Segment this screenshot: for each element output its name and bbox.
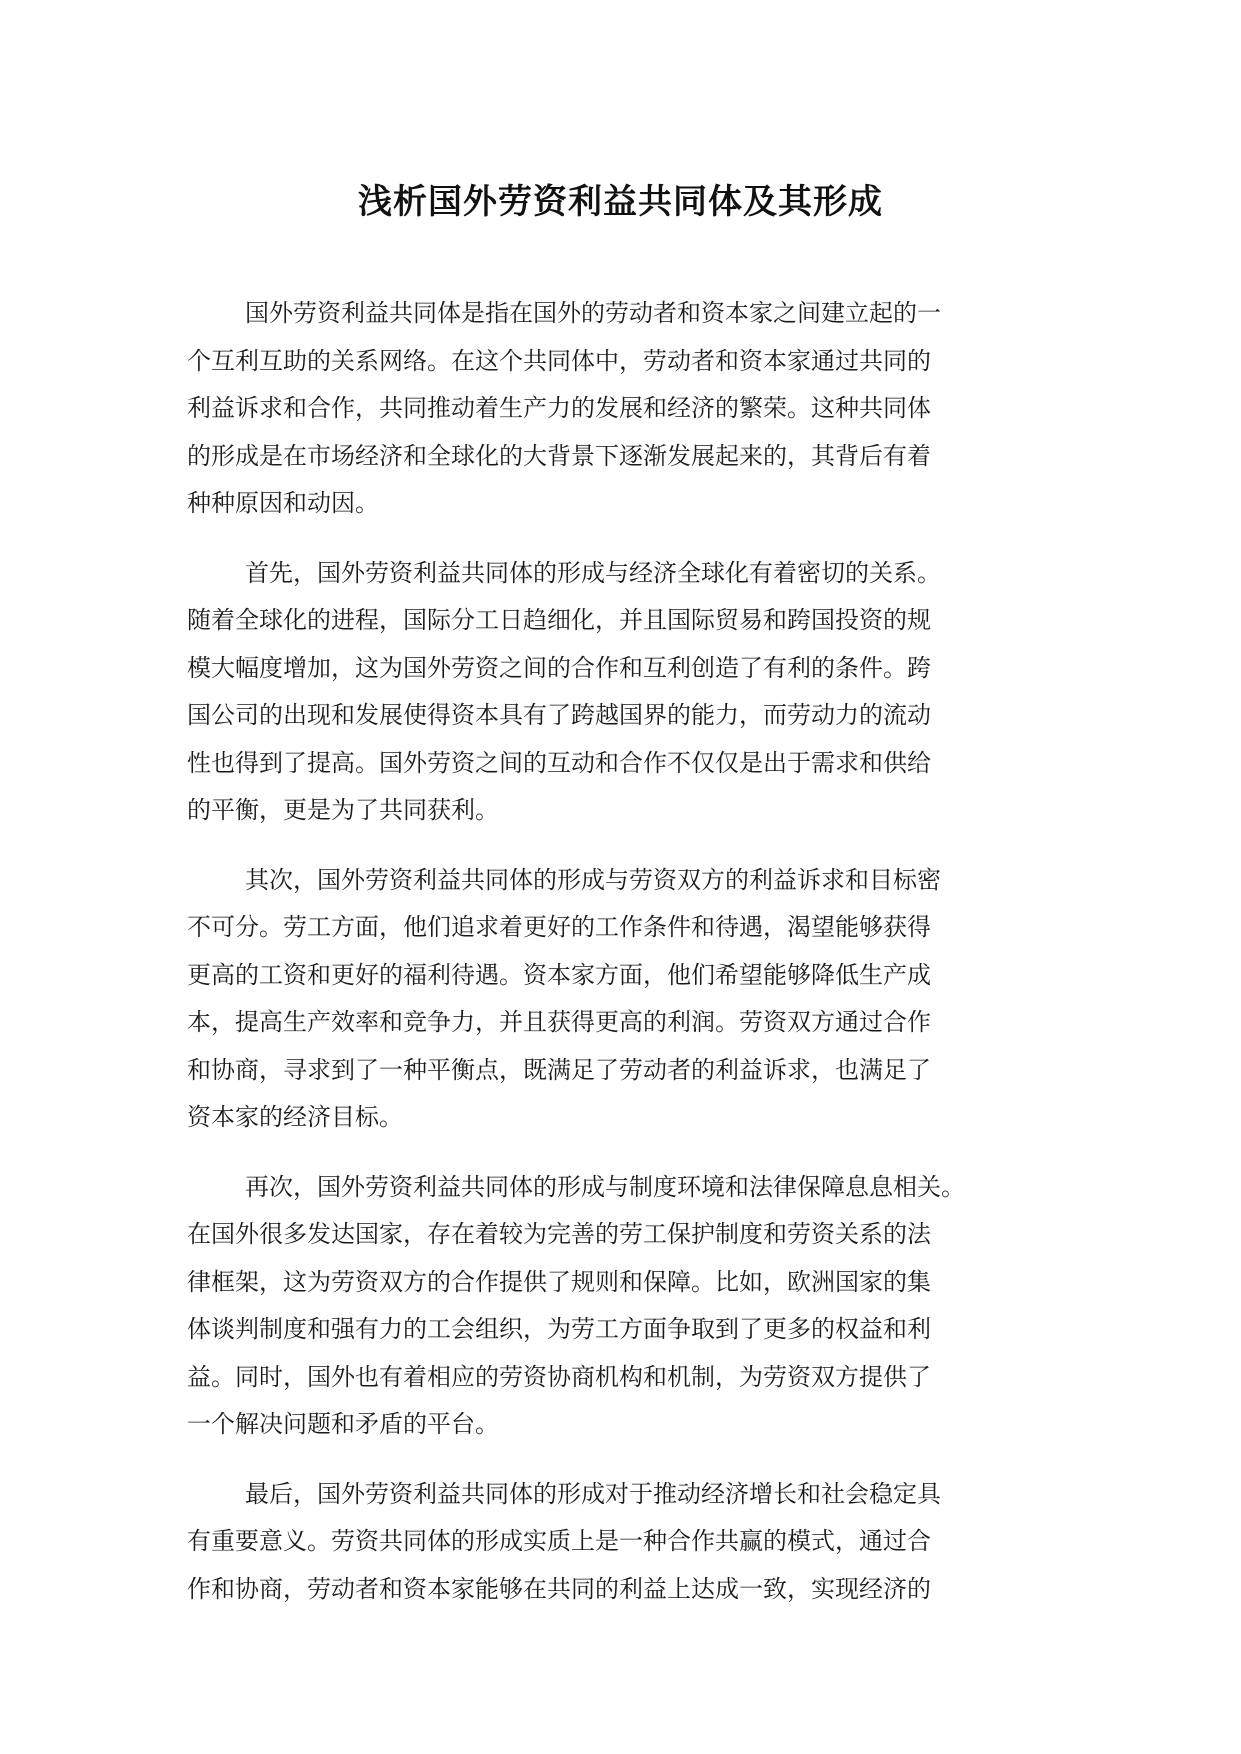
text-line: 益。同时，国外也有着相应的劳资协商机构和机制，为劳资双方提供了	[187, 1362, 931, 1391]
text-line: 不可分。劳工方面，他们追求着更好的工作条件和待遇，渴望能够获得	[187, 913, 931, 941]
document-title: 浅析国外劳资利益共同体及其形成	[358, 182, 883, 222]
text-line: 首先，国外劳资利益共同体的形成与经济全球化有着密切的关系。	[245, 558, 941, 587]
paragraph-4	[187, 1164, 1047, 1449]
paragraph-1	[187, 290, 1047, 528]
text-line: 在国外很多发达国家，存在着较为完善的劳工保护制度和劳资关系的法	[187, 1220, 931, 1248]
text-line: 和协商，寻求到了一种平衡点，既满足了劳动者的利益诉求，也满足了	[187, 1055, 931, 1084]
text-line: 一个解决问题和矛盾的平台。	[187, 1410, 499, 1438]
text-line: 的形成是在市场经济和全球化的大背景下逐渐发展起来的，其背后有着	[187, 441, 931, 470]
text-line: 本，提高生产效率和竞争力，并且获得更高的利润。劳资双方通过合作	[187, 1008, 931, 1036]
document-body	[187, 290, 1047, 1635]
text-line: 种种原因和动因。	[187, 489, 379, 517]
text-line: 性也得到了提高。国外劳资之间的互动和合作不仅仅是出于需求和供给	[187, 748, 931, 777]
text-line: 个互利互助的关系网络。在这个共同体中，劳动者和资本家通过共同的	[187, 346, 931, 375]
text-line: 作和协商，劳动者和资本家能够在共同的利益上达成一致，实现经济的	[187, 1574, 931, 1603]
text-line: 随着全球化的进程，国际分工日趋细化，并且国际贸易和跨国投资的规	[187, 606, 931, 634]
text-line: 模大幅度增加，这为国外劳资之间的合作和互利创造了有利的条件。跨	[187, 653, 931, 682]
paragraph-2	[187, 550, 1047, 835]
text-line: 律框架，这为劳资双方的合作提供了规则和保障。比如，欧洲国家的集	[187, 1267, 931, 1296]
text-line: 的平衡，更是为了共同获利。	[187, 796, 499, 824]
text-line: 体谈判制度和强有力的工会组织，为劳工方面争取到了更多的权益和利	[187, 1315, 931, 1343]
text-line: 最后，国外劳资利益共同体的形成对于推动经济增长和社会稳定具	[245, 1479, 941, 1508]
text-line: 国外劳资利益共同体是指在国外的劳动者和资本家之间建立起的一	[245, 299, 941, 327]
text-line: 资本家的经济目标。	[187, 1103, 403, 1131]
text-line: 再次，国外劳资利益共同体的形成与制度环境和法律保障息息相关。	[245, 1172, 965, 1201]
text-line: 利益诉求和合作，共同推动着生产力的发展和经济的繁荣。这种共同体	[187, 394, 931, 422]
paragraph-5	[187, 1471, 1047, 1614]
text-line: 有重要意义。劳资共同体的形成实质上是一种合作共赢的模式，通过合	[187, 1527, 931, 1555]
text-line: 更高的工资和更好的福利待遇。资本家方面，他们希望能够降低生产成	[187, 960, 931, 989]
text-line: 其次，国外劳资利益共同体的形成与劳资双方的利益诉求和目标密	[245, 865, 941, 894]
text-line: 国公司的出现和发展使得资本具有了跨越国界的能力，而劳动力的流动	[187, 701, 931, 729]
paragraph-3	[187, 857, 1047, 1142]
